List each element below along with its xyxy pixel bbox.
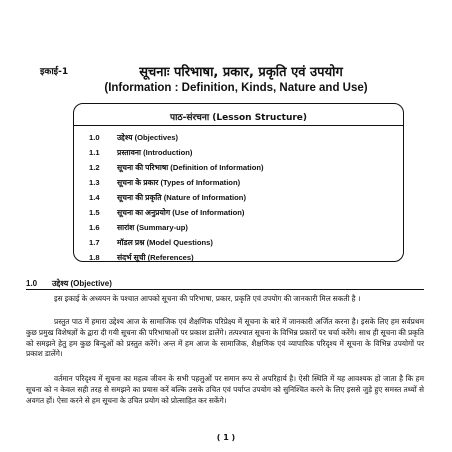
toc-item-text: सूचना का अनुप्रयोग (Use of Information) bbox=[117, 208, 245, 217]
page-number: ( 1 ) bbox=[216, 433, 236, 442]
toc-item-number: 1.8 bbox=[89, 253, 100, 262]
page-title-hindi: सूचनाः परिभाषा, प्रकार, प्रकृति एवं उपयोग bbox=[139, 65, 343, 80]
paragraph-text: प्रस्तुत पाठ में हमारा उद्देश्य आज के सामाजिक एवं शैक्षणिक परिप्रेक्ष्य में सूचना के बारे में जानकारी अर्जित करना है। इसके लिए हम सर्वप्रथम कुछ प्रमुख विशेषज्ञों के द्वारा दी गयी सूचना की परिभाषाओं पर प्रकाश डालेंगे। तत्पश्चात सूचना के विभिन्न प्रकारों पर चर्चा करेंगे। साथ ही सूचना की प्रकृति को समझने हेतु हम कुछ बिन्दुओं को प्रस्तुत करेंगे। अन्त में हम आज के सामाजिक, शैक्षणिक एवं व्यापारिक परिदृश्य में सूचना के विभिन्न उपयोगों पर प्रकाश डालेंगे। bbox=[26, 317, 424, 359]
toc-item-number: 1.1 bbox=[89, 148, 100, 157]
toc-item-number: 1.3 bbox=[89, 178, 100, 187]
body-paragraph bbox=[26, 317, 424, 360]
paragraph-text: वर्तमान परिदृश्य में सूचना का महत्व जीवन के सभी पहलुओं पर समान रूप से अपरिहार्य है। ऐसी स्थिति में यह आवश्यक हो जाता है कि हम सूचना को न केवल सही तरह से समझने का प्रयास करें बल्कि उसके उचित एवं पर्याप्त उपयोग को सुनिश्चित करने के लिए इससे जुड़े हुए समस्त तथ्यों से अवगत हों। ऐसा करने से हम सूचना के उचित प्रयोग को प्रोत्साहित कर सकेंगे। bbox=[26, 374, 424, 405]
toc-item-text: सूचना की प्रकृति (Nature of Information) bbox=[117, 193, 246, 202]
toc-item-number: 1.4 bbox=[89, 193, 100, 202]
section-heading bbox=[26, 278, 112, 289]
body-paragraph bbox=[26, 374, 424, 406]
toc-item-text: सूचना की परिभाषा (Definition of Information) bbox=[117, 163, 264, 172]
lesson-structure-box bbox=[73, 103, 404, 262]
toc-item-text: उद्देश्य (Objectives) bbox=[117, 133, 179, 142]
toc-item-text: मॉडल प्रश्न (Model Questions) bbox=[117, 238, 213, 247]
lesson-structure-heading: पाठ-संरचना (Lesson Structure) bbox=[169, 113, 308, 123]
toc-item-number: 1.2 bbox=[89, 163, 100, 172]
toc-item-number: 1.0 bbox=[89, 133, 100, 142]
toc-item-number: 1.6 bbox=[89, 223, 100, 232]
section-divider bbox=[26, 289, 424, 290]
unit-label: इकाई-1 bbox=[40, 67, 69, 77]
toc-item-text: सारांश (Summary-up) bbox=[117, 223, 188, 232]
section-number: 1.0 bbox=[26, 279, 38, 288]
page-title-english: (Information : Definition, Kinds, Nature and Use) bbox=[104, 82, 368, 94]
toc-item-number: 1.5 bbox=[89, 208, 100, 217]
toc-item-text: सूचना के प्रकार (Types of Information) bbox=[117, 178, 241, 187]
toc-item-text: प्रस्तावना (Introduction) bbox=[117, 148, 193, 157]
box-divider bbox=[74, 125, 403, 126]
toc-item-text: संदर्भ सूची (References) bbox=[117, 253, 194, 262]
body-paragraph bbox=[26, 294, 424, 305]
paragraph-text: इस इकाई के अध्ययन के पश्चात आपको सूचना की परिभाषा, प्रकार, प्रकृति एवं उपयोग की जानकारी मिल सकती है । bbox=[54, 294, 361, 303]
section-title: उद्देश्य (Objective) bbox=[52, 279, 112, 288]
toc-item-number: 1.7 bbox=[89, 238, 100, 247]
